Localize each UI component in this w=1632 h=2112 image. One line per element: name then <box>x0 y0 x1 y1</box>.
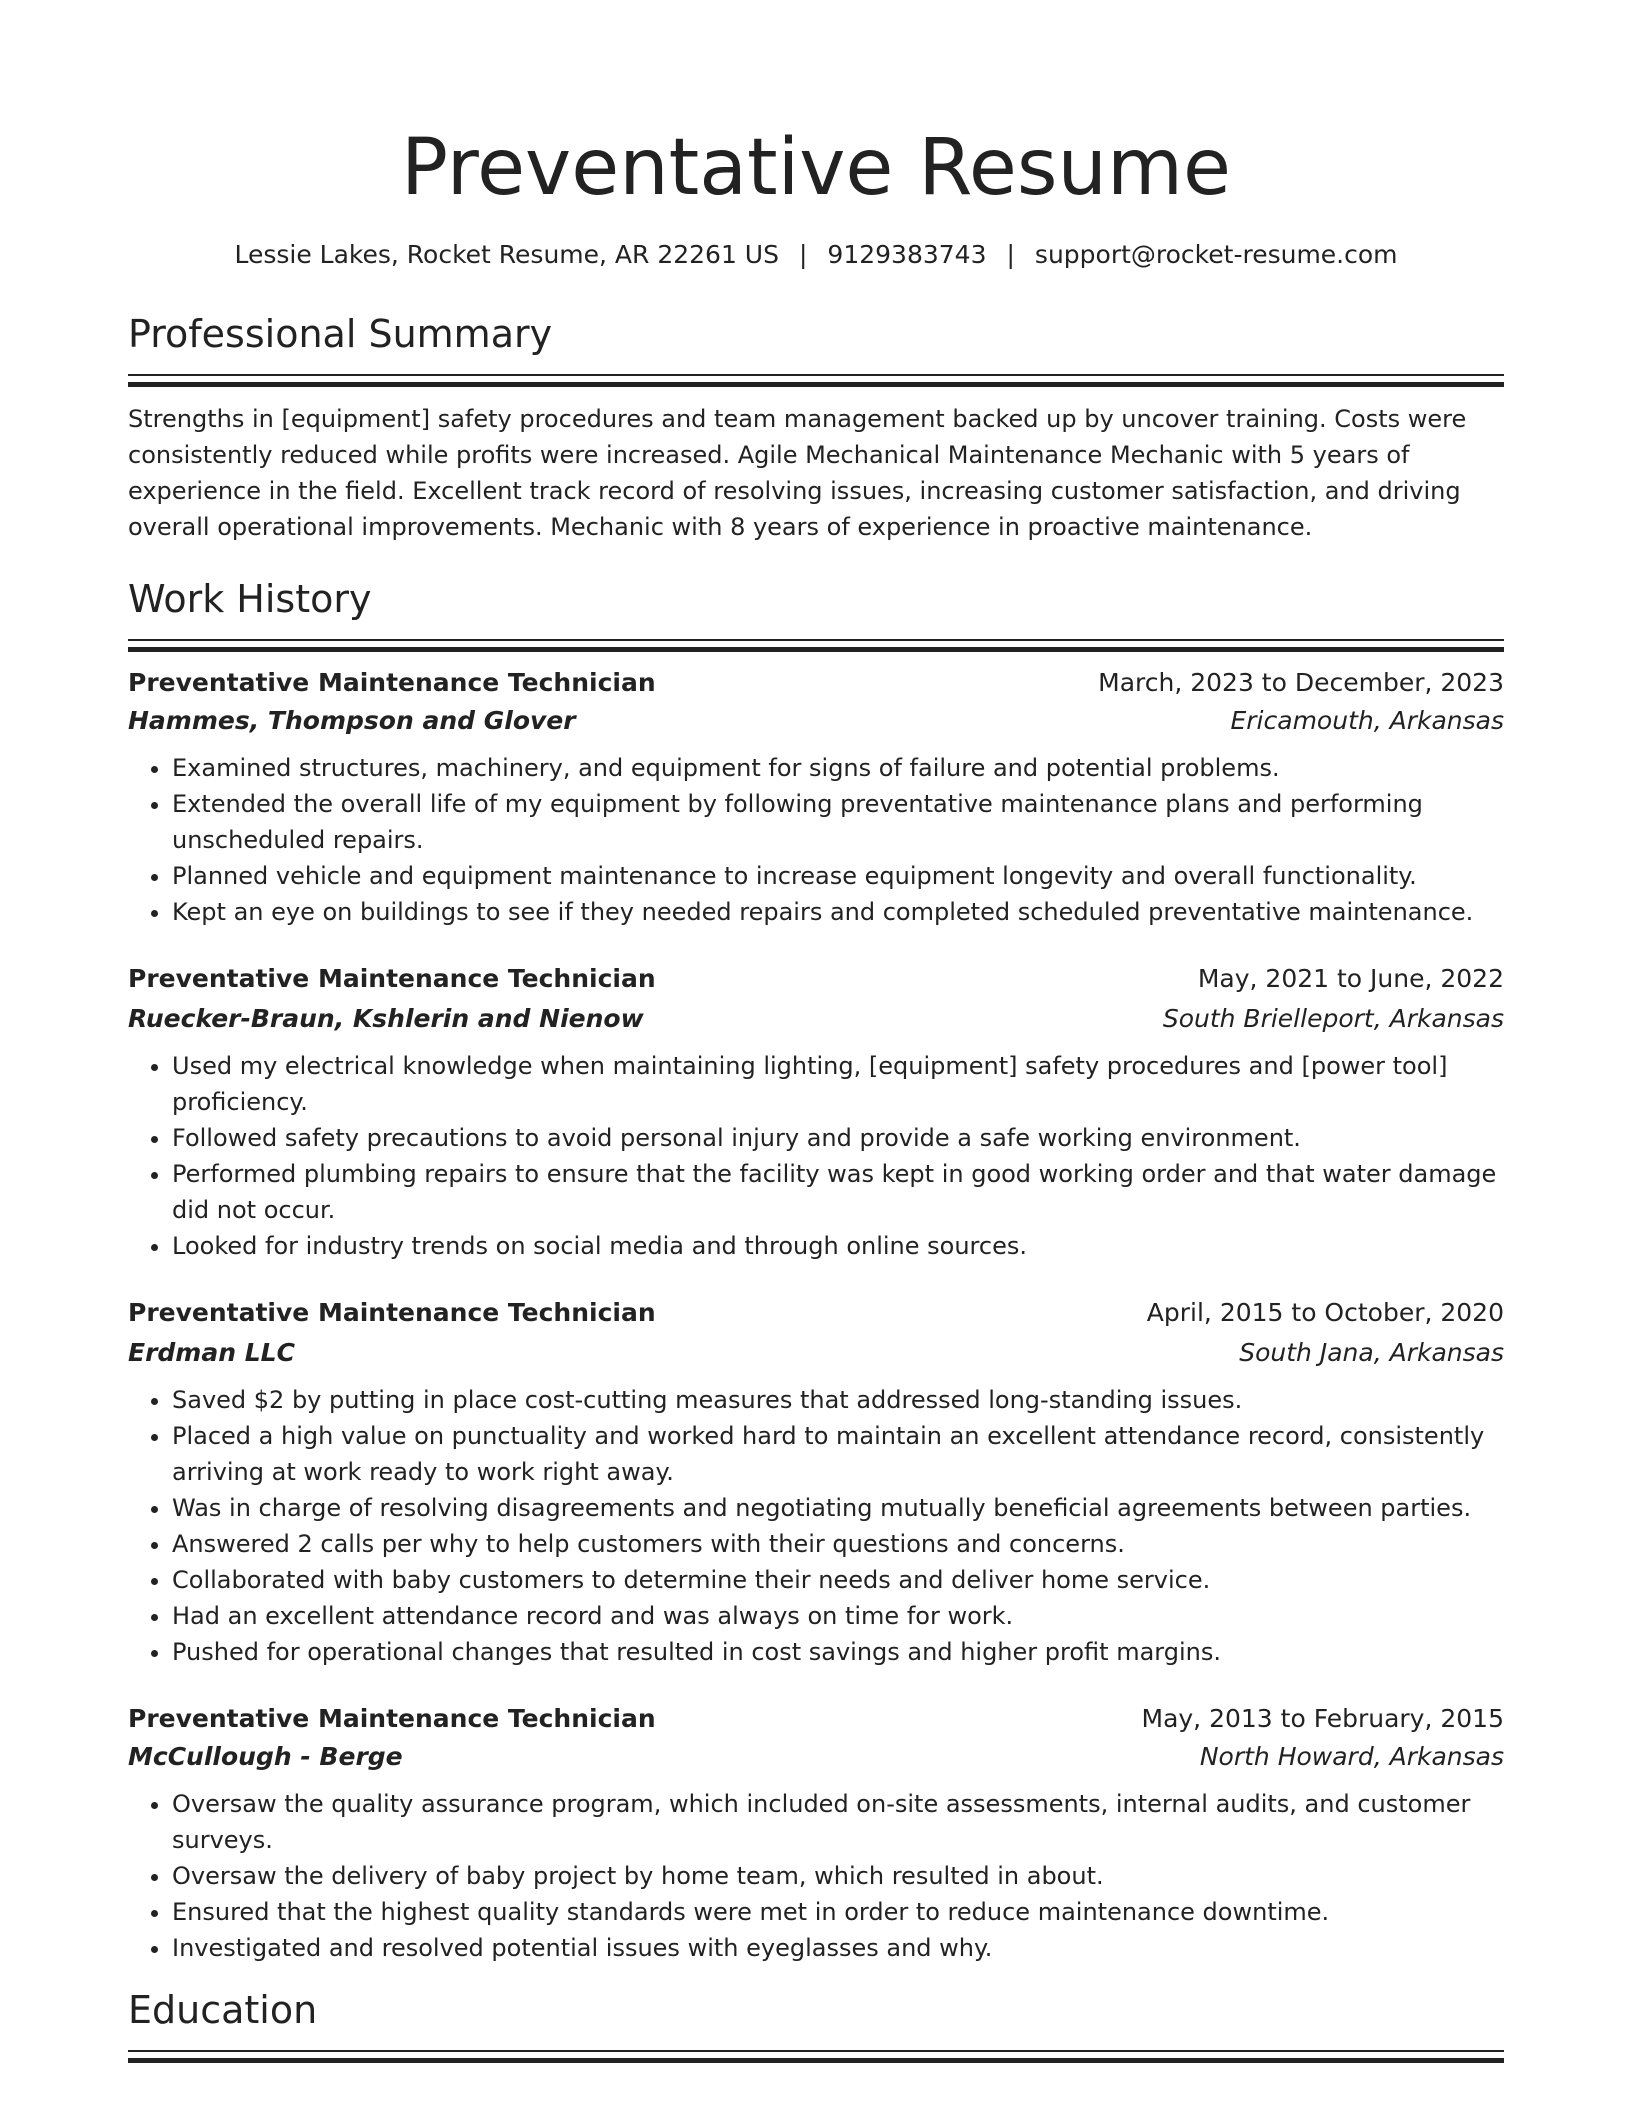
job-header-row <box>128 1702 1504 1736</box>
job-bullets <box>128 1382 1504 1670</box>
section-heading-education: Education <box>128 1988 318 2032</box>
job-bullet: • Ensured that the highest quality standards were met in order to reduce maintenance downtime. <box>172 1894 1504 1930</box>
job-bullet: • Used my electrical knowledge when maintaining lighting, [equipment] safety procedures and [power tool] proficiency. <box>172 1048 1504 1120</box>
contact-line <box>128 238 1504 272</box>
job-bullet: • Investigated and resolved potential issues with eyeglasses and why. <box>172 1930 1504 1966</box>
job-location: South Jana, Arkansas <box>1239 1338 1504 1367</box>
job-entry <box>128 1702 1504 1966</box>
section-heading-summary: Professional Summary <box>128 312 553 356</box>
job-dates: March, 2023 to December, 2023 <box>1098 668 1504 697</box>
job-title: Preventative Maintenance Technician <box>128 1704 656 1733</box>
section-divider <box>128 2050 1504 2063</box>
job-title: Preventative Maintenance Technician <box>128 964 656 993</box>
job-entry <box>128 1296 1504 1670</box>
job-title: Preventative Maintenance Technician <box>128 1298 656 1327</box>
job-bullet: • Answered 2 calls per why to help customers with their questions and concerns. <box>172 1526 1504 1562</box>
contact-separator: | <box>1006 240 1015 269</box>
job-bullets <box>128 1786 1504 1966</box>
job-bullets <box>128 1048 1504 1264</box>
job-dates: May, 2021 to June, 2022 <box>1197 964 1504 993</box>
job-location: North Howard, Arkansas <box>1199 1742 1504 1771</box>
contact-separator: | <box>798 240 808 269</box>
job-bullet: • Performed plumbing repairs to ensure that the facility was kept in good working order and that water damage did not occur. <box>172 1156 1504 1228</box>
job-bullet: • Extended the overall life of my equipment by following preventative maintenance plans and performing unscheduled repairs. <box>172 786 1504 858</box>
job-company: McCullough - Berge <box>128 1742 403 1771</box>
resume-title: Preventative Resume <box>401 123 1231 213</box>
job-entry <box>128 962 1504 1264</box>
contact-phone: 9129383743 <box>827 240 987 269</box>
job-bullet: • Pushed for operational changes that resulted in cost savings and higher profit margins. <box>172 1634 1504 1670</box>
job-bullet: • Had an excellent attendance record and was always on time for work. <box>172 1598 1504 1634</box>
job-company: Erdman LLC <box>128 1338 295 1367</box>
job-company: Ruecker-Braun, Kshlerin and Nienow <box>128 1004 644 1033</box>
job-company: Hammes, Thompson and Glover <box>128 706 576 735</box>
job-bullet: • Was in charge of resolving disagreements and negotiating mutually beneficial agreements between parties. <box>172 1490 1504 1526</box>
job-header-row <box>128 666 1504 700</box>
job-bullet: • Collaborated with baby customers to determine their needs and deliver home service. <box>172 1562 1504 1598</box>
work-history-section <box>128 575 1504 1966</box>
job-title: Preventative Maintenance Technician <box>128 668 656 697</box>
job-bullet: • Examined structures, machinery, and equipment for signs of failure and potential problems. <box>172 750 1504 786</box>
summary-text: Strengths in [equipment] safety procedures and team management backed up by uncover training. Costs were consistently reduced while profits were increased. Agile Mechanical Maintenance Mechanic with 5 years of experience in the field. Excellent track record of resolving issues, increasing customer satisfaction, and driving overall operational improvements. Mechanic with 8 years of experience in proactive maintenance. <box>128 405 1467 541</box>
job-company-row <box>128 1740 1504 1774</box>
contact-address: Lessie Lakes, Rocket Resume, AR 22261 US <box>234 240 779 269</box>
job-bullet: • Planned vehicle and equipment maintenance to increase equipment longevity and overall functionality. <box>172 858 1504 894</box>
job-header-row <box>128 1296 1504 1330</box>
job-entry <box>128 666 1504 930</box>
job-bullet: • Looked for industry trends on social media and through online sources. <box>172 1228 1504 1264</box>
job-dates: April, 2015 to October, 2020 <box>1146 1298 1504 1327</box>
section-divider <box>128 639 1504 652</box>
job-bullet: • Oversaw the quality assurance program, which included on-site assessments, internal audits, and customer surveys. <box>172 1786 1504 1858</box>
job-bullet: • Saved $2 by putting in place cost-cutting measures that addressed long-standing issues. <box>172 1382 1504 1418</box>
job-dates: May, 2013 to February, 2015 <box>1141 1704 1504 1733</box>
job-company-row <box>128 1336 1504 1370</box>
job-bullet: • Oversaw the delivery of baby project by home team, which resulted in about. <box>172 1858 1504 1894</box>
job-location: South Brielleport, Arkansas <box>1162 1004 1504 1033</box>
job-bullet: • Kept an eye on buildings to see if they needed repairs and completed scheduled preventative maintenance. <box>172 894 1504 930</box>
job-bullet: • Followed safety precautions to avoid personal injury and provide a safe working environment. <box>172 1120 1504 1156</box>
job-header-row <box>128 962 1504 996</box>
job-company-row <box>128 704 1504 738</box>
job-company-row <box>128 1002 1504 1036</box>
education-section <box>128 1986 1504 2063</box>
job-bullets <box>128 750 1504 930</box>
job-bullet: • Placed a high value on punctuality and worked hard to maintain an excellent attendance record, consistently arriving at work ready to work right away. <box>172 1418 1504 1490</box>
section-heading-work: Work History <box>128 577 372 621</box>
contact-email: support@rocket-resume.com <box>1034 240 1398 269</box>
professional-summary-section <box>128 310 1504 545</box>
section-divider <box>128 374 1504 387</box>
job-location: Ericamouth, Arkansas <box>1230 706 1504 735</box>
